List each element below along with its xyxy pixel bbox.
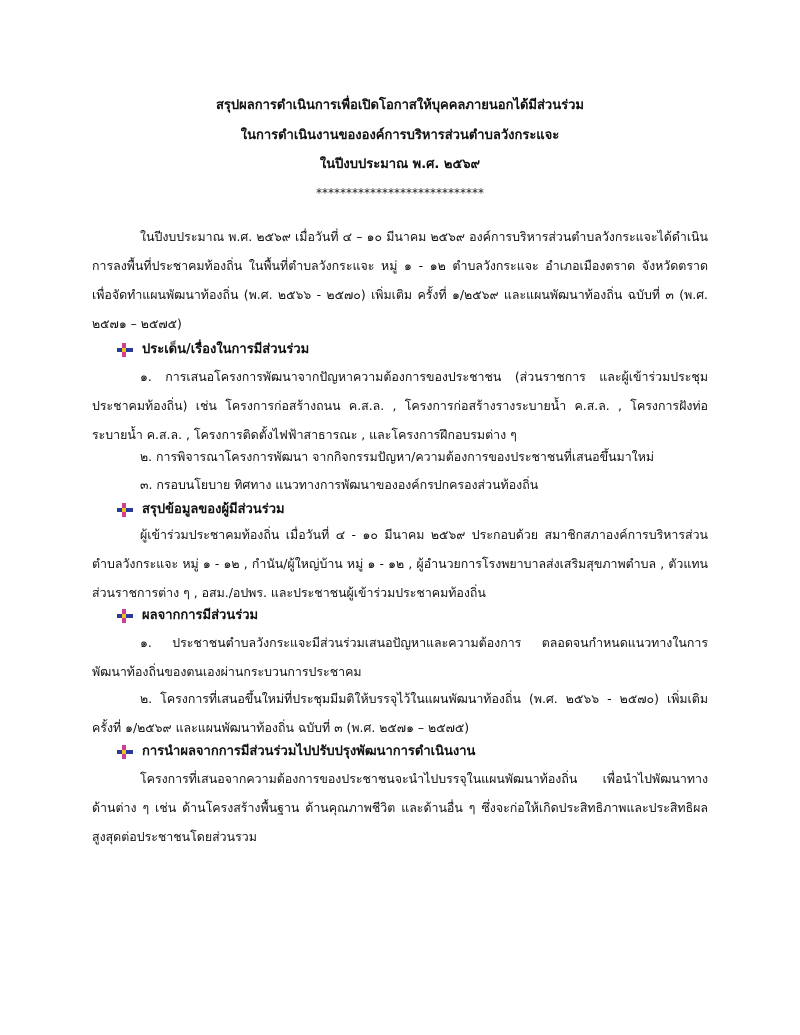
section-heading-results [116,606,258,626]
title-line-1: สรุปผลการดำเนินการเพื่อเปิดโอกาสให้บุคคลภายนอกได้มีส่วนร่วม [216,98,584,113]
improvement-paragraph [92,764,708,851]
bullet-icon [116,744,136,760]
intro-paragraph [92,222,708,338]
bullet-icon [116,342,136,358]
result-item-1-text: ๑. ประชาชนตำบลวังกระแจะมีส่วนร่วมเสนอปัญหาและความต้องการ ตลอดจนกำหนดแนวทางในการพัฒนาท้องถิ่นของตนเองผ่านกระบวนการประชาคม [92,635,708,679]
participants-text: ผู้เข้าร่วมประชาคมท้องถิ่น เมื่อวันที่ ๔ - ๑๐ มีนาคม ๒๕๖๙ ประกอบด้วย สมาชิกสภาองค์การบริหารส่วนตำบลวังกระแจะ หมู่ ๑ - ๑๒ , กำนัน/ผู้ใหญ่บ้าน หมู่ ๑ - ๑๒ , ผู้อำนวยการโรงพยาบาลส่งเสริมสุขภาพตำบล , ตัวแทนส่วนราชการต่าง ๆ , อสม./อปพร. และประชาชนผู้เข้าร่วมประชาคมท้องถิ่น [92,527,708,600]
intro-text: ในปีงบประมาณ พ.ศ. ๒๕๖๙ เมื่อวันที่ ๔ – ๑๐ มีนาคม ๒๕๖๙ องค์การบริหารส่วนตำบลวังกระแจะได้ดำเนินการลงพื้นที่ประชาคมท้องถิ่น ในพื้นที่ตำบลวังกระแจะ หมู่ ๑ - ๑๒ ตำบลวังกระแจะ อำเภอเมืองตราด จังหวัดตราด เพื่อจัดทำแผนพัฒนาท้องถิ่น (พ.ศ. ๒๕๖๖ - ๒๕๗๐) เพิ่มเติม ครั้งที่ ๑/๒๕๖๙ และแผนพัฒนาท้องถิ่น ฉบับที่ ๓ (พ.ศ. ๒๕๗๑ – ๒๕๗๕) [92,229,708,331]
section-heading-text: การนำผลจากการมีส่วนร่วมไปปรับปรุงพัฒนาการดำเนินงาน [142,744,476,759]
issue-item-1 [92,362,708,449]
improvement-text: โครงการที่เสนอจากความต้องการของประชาชนจะนำไปบรรจุในแผนพัฒนาท้องถิ่น เพื่อนำไปพัฒนาทางด้านต่าง ๆ เช่น ด้านโครงสร้างพื้นฐาน ด้านคุณภาพชีวิต และด้านอื่น ๆ ซึ่งจะก่อให้เกิดประสิทธิภาพและประสิทธิผลสูงสุดต่อประชาชนโดยส่วนรวม [92,771,708,844]
section-heading-text: ผลจากการมีส่วนร่วม [142,608,259,623]
section-heading-improvement [116,742,475,762]
title-line-2: ในการดำเนินงานขององค์การบริหารส่วนตำบลวังกระแจะ [240,128,560,143]
section-heading-participants [116,500,285,520]
section-heading-issues [116,340,309,360]
section-heading-text: สรุปข้อมูลของผู้มีส่วนร่วม [142,502,285,517]
result-item-2 [92,684,708,742]
result-item-1 [92,628,708,686]
issue-item-3-text: ๓. กรอบนโยบาย ทิศทาง แนวทางการพัฒนาขององค์กรปกครองส่วนท้องถิ่น [140,477,539,492]
result-item-2-text: ๒. โครงการที่เสนอขึ้นใหม่ที่ประชุมมีมติให้บรรจุไว้ในแผนพัฒนาท้องถิ่น (พ.ศ. ๒๕๖๖ - ๒๕๗๐) เพิ่มเติม ครั้งที่ ๑/๒๕๖๙ และแผนพัฒนาท้องถิ่น ฉบับที่ ๓ (พ.ศ. ๒๕๗๑ – ๒๕๗๕) [92,691,708,735]
separator: **************************** [316,186,484,200]
participants-paragraph [92,520,708,607]
issue-item-3 [92,470,708,499]
bullet-icon [116,608,136,624]
issue-item-2 [92,442,708,471]
bullet-icon [116,502,136,518]
section-heading-text: ประเด็น/เรื่องในการมีส่วนร่วม [142,342,310,357]
title-line-3: ในปีงบประมาณ พ.ศ. ๒๕๖๙ [319,157,481,172]
issue-item-1-text: ๑. การเสนอโครงการพัฒนาจากปัญหาความต้องการของประชาชน (ส่วนราชการ และผู้เข้าร่วมประชุมประชาคมท้องถิ่น) เช่น โครงการก่อสร้างถนน ค.ส.ล. , โครงการก่อสร้างรางระบายน้ำ ค.ส.ล. , โครงการฝังท่อระบายน้ำ ค.ส.ล. , โครงการติดตั้งไฟฟ้าสาธารณะ , และโครงการฝึกอบรมต่าง ๆ [92,369,708,442]
issue-item-2-text: ๒. การพิจารณาโครงการพัฒนา จากกิจกรรมปัญหา/ความต้องการของประชาชนที่เสนอขึ้นมาใหม่ [140,449,655,464]
